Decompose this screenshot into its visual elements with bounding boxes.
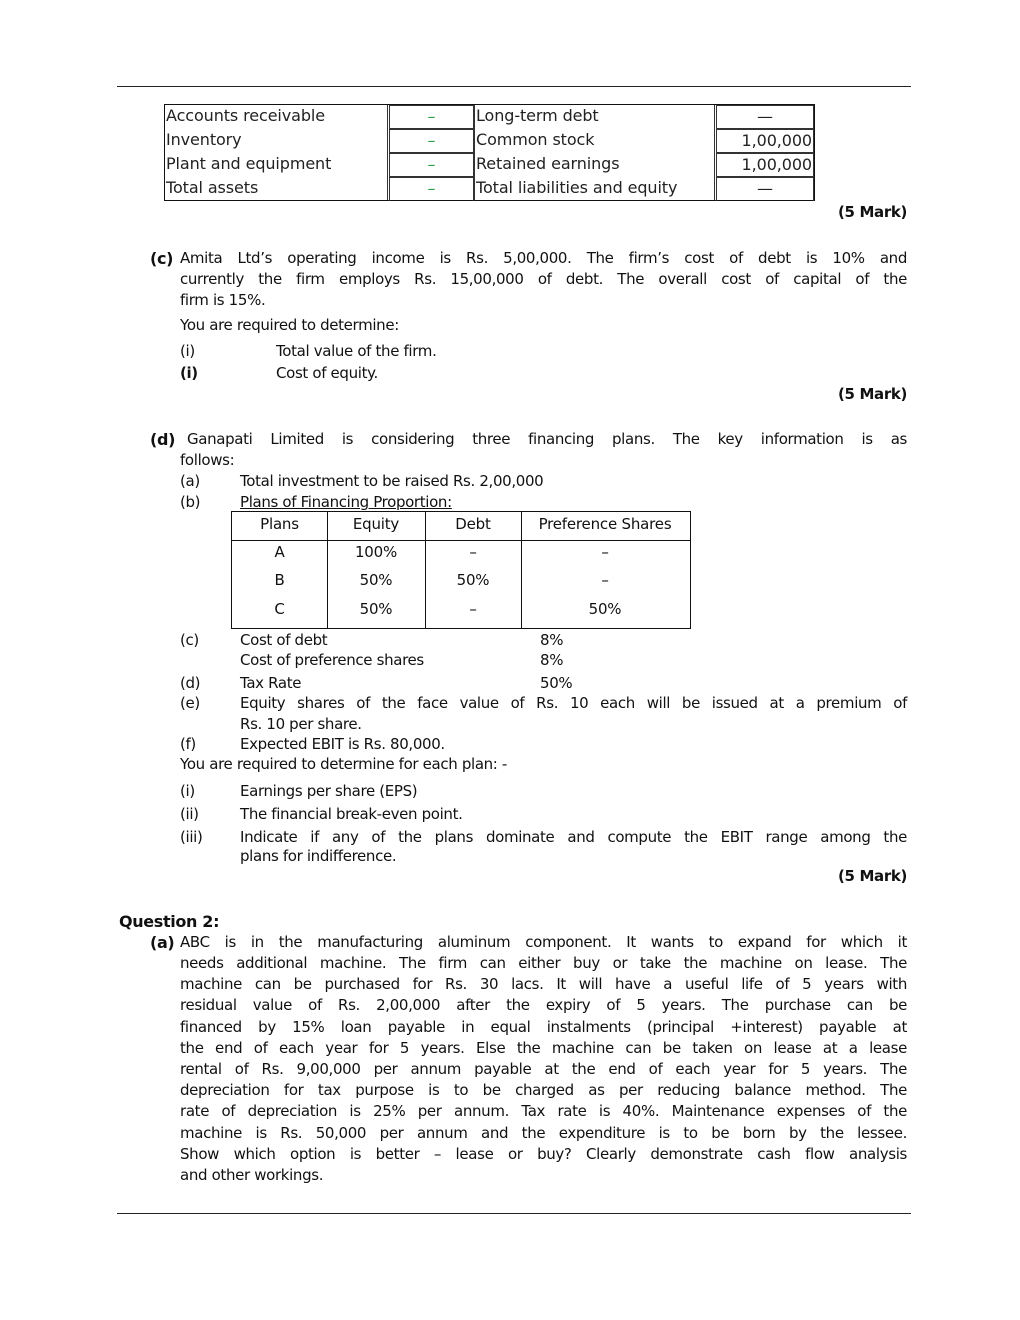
item-text: Tax Rate	[240, 674, 302, 692]
item-text: Rs. 10 per share.	[240, 715, 362, 733]
table-cell: Total assets	[166, 178, 259, 197]
paragraph-line: needs additional machine. The firm can either buy or take the machine on lease. The	[180, 954, 907, 972]
table-cell: Total liabilities and equity	[476, 178, 678, 197]
table-cell: 1,00,000	[716, 129, 814, 153]
item-number: (f)	[180, 735, 196, 753]
table-header: Plans	[260, 515, 299, 533]
table-cell: —	[716, 105, 814, 129]
item-text: Cost of equity.	[276, 364, 378, 382]
paragraph-line: depreciation for tax purpose is to be charged as per reducing balance method. The	[180, 1081, 907, 1099]
financing-plans-table	[231, 511, 691, 629]
paragraph-line: Show which option is better – lease or buy? Clearly demonstrate cash flow analysis	[180, 1145, 907, 1163]
table-cell: —	[716, 177, 814, 201]
paragraph-line: financed by 15% loan payable in equal instalments (principal +interest) payable at	[180, 1018, 907, 1036]
item-text: Expected EBIT is Rs. 80,000.	[240, 735, 445, 753]
table-cell: Inventory	[166, 130, 242, 149]
part-c-label: (c)	[150, 249, 174, 268]
table-cell: B	[274, 571, 285, 589]
item-text: The financial break-even point.	[240, 805, 463, 823]
table-header: Preference Shares	[538, 515, 672, 533]
item-number: (iii)	[180, 828, 203, 846]
balance-sheet-table	[164, 104, 815, 201]
item-number: (i)	[180, 342, 195, 360]
paragraph-line: machine can be purchased for Rs. 30 lacs. It will have a useful life of 5 years with	[180, 975, 907, 993]
table-cell: 50%	[588, 600, 622, 618]
item-text: Plans of Financing Proportion:	[240, 493, 452, 511]
table-cell: 50%	[456, 571, 490, 589]
part-d-label: (d)	[150, 430, 176, 449]
table-cell: C	[274, 600, 285, 618]
item-text: Indicate if any of the plans dominate and compute the EBIT range among the	[240, 828, 907, 846]
table-cell: A	[274, 543, 285, 561]
paragraph-line: Ganapati Limited is considering three financing plans. The key information is as	[187, 430, 907, 448]
table-cell: 1,00,000	[716, 153, 814, 177]
footer-rule	[117, 1213, 911, 1214]
table-cell: –	[389, 129, 474, 153]
table-cell: 100%	[354, 543, 398, 561]
item-number: (c)	[180, 631, 199, 649]
marks-label: (5 Mark)	[838, 203, 907, 221]
item-number: (e)	[180, 694, 200, 712]
item-number: (i)	[180, 782, 195, 800]
paragraph-line: Amita Ltd’s operating income is Rs. 5,00,000. The firm’s cost of debt is 10% and	[180, 249, 907, 267]
table-cell: –	[469, 600, 477, 618]
table-cell: –	[469, 543, 477, 561]
table-cell: –	[389, 153, 474, 177]
table-cell: Plant and equipment	[166, 154, 332, 173]
item-text: Total investment to be raised Rs. 2,00,000	[240, 472, 544, 490]
table-cell: –	[389, 105, 474, 129]
item-text: Equity shares of the face value of Rs. 10 each will be issued at a premium of	[240, 694, 907, 712]
paragraph-line: the end of each year for 5 years. Else the machine can be taken on lease at a lease	[180, 1039, 907, 1057]
table-cell: Accounts receivable	[166, 106, 325, 125]
table-cell: Common stock	[476, 130, 595, 149]
item-value: 8%	[540, 651, 564, 669]
table-header: Equity	[352, 515, 400, 533]
instruction-text: You are required to determine for each plan: -	[180, 755, 507, 773]
item-text: plans for indifference.	[240, 847, 397, 865]
paragraph-line: residual value of Rs. 2,00,000 after the expiry of 5 years. The purchase can be	[180, 996, 907, 1014]
paragraph-line: ABC is in the manufacturing aluminum component. It wants to expand for which it	[180, 933, 907, 951]
item-number: (i)	[180, 364, 198, 382]
item-value: 50%	[540, 674, 573, 692]
header-rule	[117, 86, 911, 87]
item-text: Cost of debt	[240, 631, 328, 649]
table-cell: Long-term debt	[476, 106, 599, 125]
table-header: Debt	[455, 515, 491, 533]
paragraph-line: currently the firm employs Rs. 15,00,000 of debt. The overall cost of capital of the	[180, 270, 907, 288]
paragraph-line: rate of depreciation is 25% per annum. Tax rate is 40%. Maintenance expenses of the	[180, 1102, 907, 1120]
item-text: Cost of preference shares	[240, 651, 424, 669]
instruction-text: You are required to determine:	[180, 316, 399, 334]
item-text: Total value of the firm.	[276, 342, 437, 360]
table-cell: –	[601, 543, 609, 561]
paragraph-line: machine is Rs. 50,000 per annum and the expenditure is to be born by the lessee.	[180, 1124, 907, 1142]
item-number: (b)	[180, 493, 201, 511]
marks-label: (5 Mark)	[838, 385, 907, 403]
marks-label: (5 Mark)	[838, 867, 907, 885]
part-a-label: (a)	[150, 933, 175, 952]
item-number: (d)	[180, 674, 201, 692]
paragraph-line: rental of Rs. 9,00,000 per annum payable at the end of each year for 5 years. The	[180, 1060, 907, 1078]
question-title: Question 2:	[119, 912, 220, 931]
item-number: (a)	[180, 472, 200, 490]
paragraph-line: follows:	[180, 451, 235, 469]
table-cell: Retained earnings	[476, 154, 620, 173]
item-text: Earnings per share (EPS)	[240, 782, 418, 800]
paragraph-line: and other workings.	[180, 1166, 324, 1184]
table-cell: –	[601, 571, 609, 589]
table-cell: 50%	[359, 600, 393, 618]
table-cell: –	[389, 177, 474, 201]
paragraph-line: firm is 15%.	[180, 291, 266, 309]
item-value: 8%	[540, 631, 564, 649]
table-cell: 50%	[359, 571, 393, 589]
item-number: (ii)	[180, 805, 199, 823]
